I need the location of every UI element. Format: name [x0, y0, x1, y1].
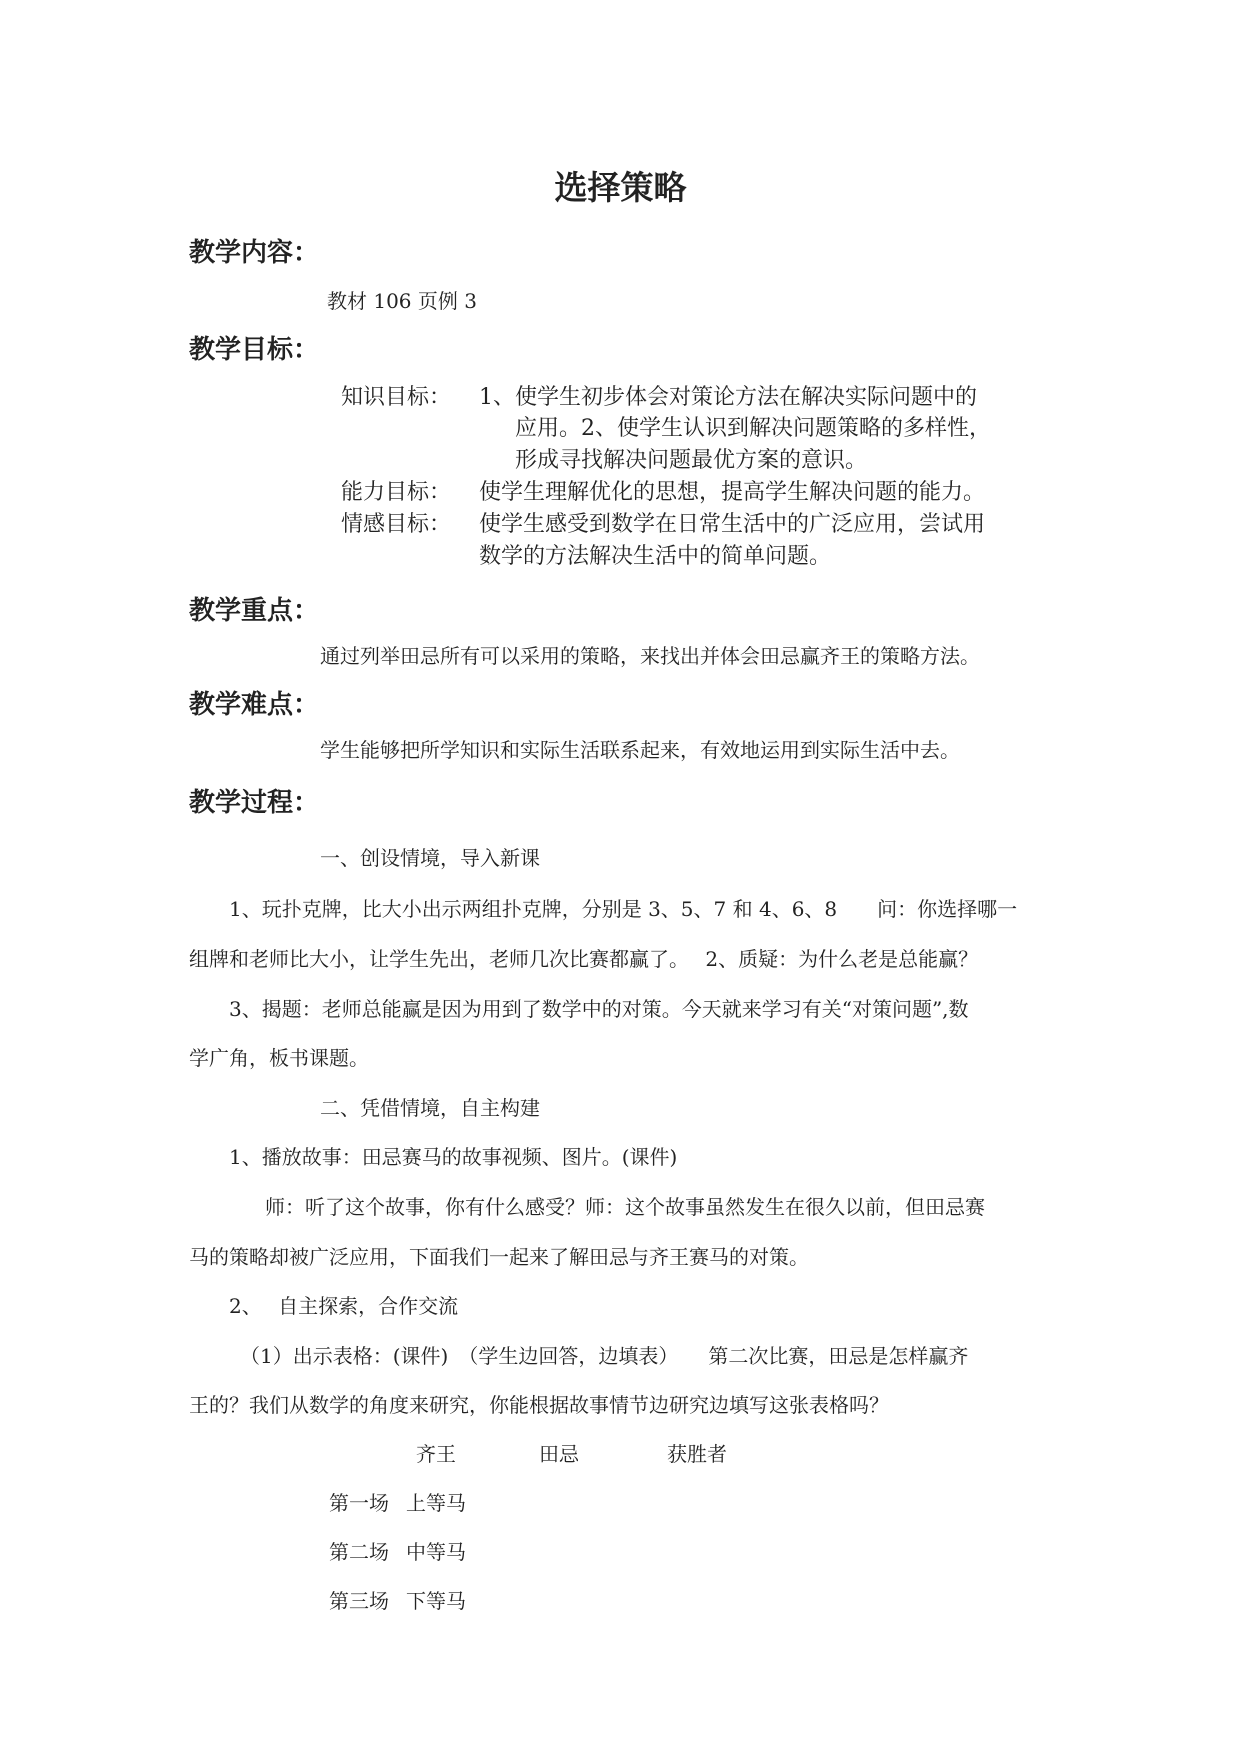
- knowledge-label: 知识目标：: [341, 385, 452, 410]
- table-row-horse: 上等马: [406, 1491, 466, 1515]
- process-line: 师：听了这个故事，你有什么感受？师：这个故事虽然发生在很久以前，但田忌赛: [265, 1195, 985, 1219]
- process-line: 1、玩扑克牌，比大小出示两组扑克牌，分别是 3、5、7 和 4、6、8 问：你选择哪一: [229, 897, 1018, 921]
- page-title: 选择策略: [554, 168, 687, 207]
- objectives-heading: 教学目标：: [189, 335, 320, 365]
- table-row-round: 第二场: [329, 1540, 389, 1564]
- process-line: （1）出示表格：(课件) （学生边回答，边填表） 第二次比赛，田忌是怎样赢齐: [240, 1344, 969, 1368]
- emotion-line-2: 数学的方法解决生活中的简单问题。: [479, 544, 832, 569]
- process-line: 一、创设情境，导入新课: [320, 846, 540, 870]
- ability-text: 使学生理解优化的思想，提高学生解决问题的能力。: [479, 480, 986, 505]
- process-heading: 教学过程：: [189, 788, 320, 818]
- table-header-tian: 田忌: [539, 1442, 579, 1466]
- process-line: 2、 自主探索，合作交流: [229, 1294, 459, 1318]
- process-line: 1、播放故事：田忌赛马的故事视频、图片。(课件): [229, 1145, 678, 1169]
- difficulty-text: 学生能够把所学知识和实际生活联系起来，有效地运用到实际生活中去。: [320, 738, 960, 762]
- key-point-text: 通过列举田忌所有可以采用的策略，来找出并体会田忌赢齐王的策略方法。: [320, 644, 980, 668]
- content-text: 教材 106 页例 3: [327, 289, 477, 313]
- process-line: 王的？我们从数学的角度来研究，你能根据故事情节边研究边填写这张表格吗？: [189, 1393, 889, 1417]
- process-line: 二、凭借情境，自主构建: [320, 1096, 540, 1120]
- content-heading: 教学内容：: [189, 238, 320, 268]
- process-line: 马的策略却被广泛应用，下面我们一起来了解田忌与齐王赛马的对策。: [189, 1245, 809, 1269]
- ability-label: 能力目标：: [341, 480, 452, 505]
- difficulty-heading: 教学难点：: [189, 690, 320, 720]
- knowledge-line-2: 应用。2、使学生认识到解决问题策略的多样性，: [515, 416, 991, 441]
- process-line: 学广角，板书课题。: [189, 1046, 369, 1070]
- knowledge-line-3: 形成寻找解决问题最优方案的意识。: [515, 448, 868, 473]
- process-line: 3、揭题：老师总能赢是因为用到了数学中的对策。今天就来学习有关“对策问题”,数: [229, 997, 969, 1021]
- table-row-horse: 下等马: [406, 1589, 466, 1613]
- key-point-heading: 教学重点：: [189, 596, 320, 626]
- table-row-horse: 中等马: [406, 1540, 466, 1564]
- table-header-qi: 齐王: [416, 1442, 456, 1466]
- knowledge-line-1: 1、使学生初步体会对策论方法在解决实际问题中的: [479, 385, 977, 410]
- table-header-winner: 获胜者: [667, 1442, 727, 1466]
- emotion-label: 情感目标：: [341, 512, 452, 537]
- table-row-round: 第三场: [329, 1589, 389, 1613]
- table-row-round: 第一场: [329, 1491, 389, 1515]
- process-line: 组牌和老师比大小，让学生先出，老师几次比赛都赢了。 2、质疑：为什么老是总能赢？: [189, 947, 979, 971]
- emotion-line-1: 使学生感受到数学在日常生活中的广泛应用，尝试用: [479, 512, 986, 537]
